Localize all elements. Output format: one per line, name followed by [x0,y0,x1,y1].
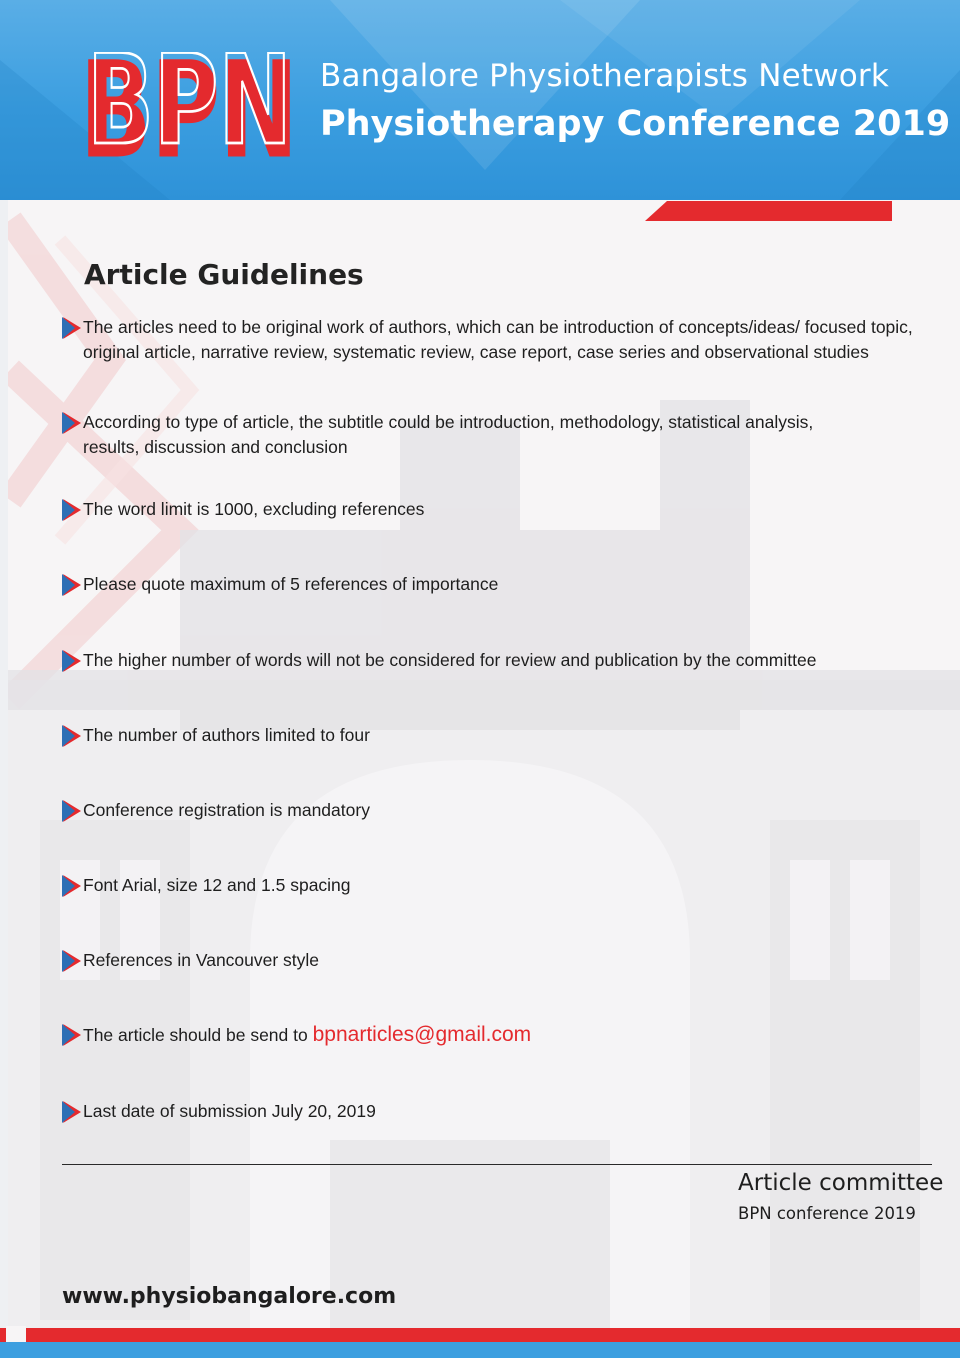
website-link[interactable]: www.physiobangalore.com [62,1284,397,1309]
guideline-text: The word limit is 1000, excluding references [83,499,425,519]
header-banner [0,0,960,200]
network-name: Bangalore Physiotherapists Network [320,58,890,94]
divider [62,1164,932,1165]
arrow-right-icon [62,1101,81,1123]
arrow-right-icon [62,499,81,521]
arrow-right-icon [62,950,81,972]
guideline-text: The higher number of words will not be considered for review and publication by the committee [83,650,817,670]
footer-red-bar [0,1328,960,1342]
left-edge [0,200,8,1328]
palace-watermark [0,200,960,1328]
conference-title: Physiotherapy Conference 2019 [320,104,951,144]
arrow-right-icon [62,412,81,434]
guideline-text: Last date of submission July 20, 2019 [83,1101,376,1121]
bpn-logo [80,52,300,165]
guideline-text: References in Vancouver style [83,950,320,970]
guideline-label: The article should be send to [83,1025,308,1045]
arrow-right-icon [62,650,81,672]
guideline-text [83,1022,943,1048]
guideline-text: The number of authors limited to four [83,725,370,745]
arrow-right-icon [62,574,81,596]
logo-inline: BPN [87,52,292,160]
guideline-text: Font Arial, size 12 and 1.5 spacing [83,875,351,895]
signature-name: Article committee [738,1170,944,1196]
guideline-text: Please quote maximum of 5 references of importance [83,574,499,594]
signature-event: BPN conference 2019 [738,1204,916,1223]
email-link[interactable]: bpnarticles@gmail.com [312,1023,532,1046]
bpn-logo-mark [80,52,300,160]
footer-corner [6,1326,26,1342]
arrow-right-icon [62,317,81,339]
arrow-right-icon [62,875,81,897]
arrow-right-icon [62,725,81,747]
arrow-right-icon [62,800,81,822]
arrow-right-icon [62,1024,81,1046]
guideline-text: Conference registration is mandatory [83,800,370,820]
guideline-text: The articles need to be original work of authors, which can be introduction of concepts/ideas/ focused topic, original article, narrative review, systematic review, case report, case series and observational studies [83,317,913,362]
guideline-text: According to type of article, the subtitle could be introduction, methodology, statistical analysis, results, discussion and conclusion [83,412,814,457]
footer-blue-bar [0,1342,960,1358]
logo-text: BPN [80,52,298,160]
page-title: Article Guidelines [84,258,364,291]
